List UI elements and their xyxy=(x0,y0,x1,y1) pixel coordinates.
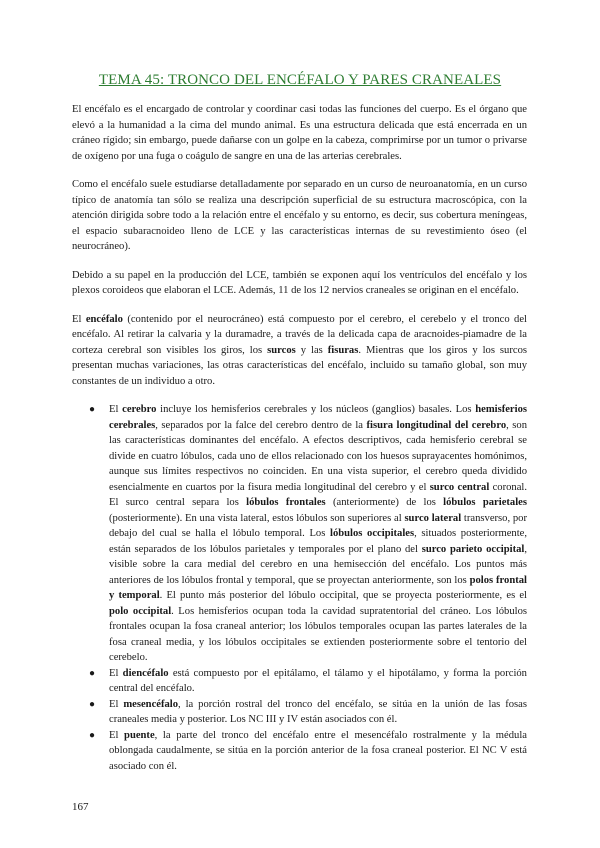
bullet-item xyxy=(72,666,527,697)
bold-term: fisuras xyxy=(327,344,359,356)
bold-term: polos frontal y temporal xyxy=(109,574,527,601)
bold-term: surco parieto occipital xyxy=(421,543,525,555)
text-run: coronal. El surco central separa los xyxy=(109,481,527,508)
text-run: . Mientras que los giros y los surcos presentan muchas variaciones, las otras características del encéfalo, incluido su tamaño global, son muy constantes de un individuo a otro. xyxy=(72,344,527,387)
text-run: , la parte del tronco del encéfalo entre el mesencéfalo rostralmente y la médula oblongada caudalmente, se sitúa en la porción anterior de la fosa craneal posterior. El NC V está asociado con él. xyxy=(109,729,527,772)
text-run: , la porción rostral del tronco del encéfalo, se sitúa en la unión de las fosas craneales media y posterior. Los NC III y IV están asociados con él. xyxy=(109,698,527,725)
text-run: está compuesto por el epitálamo, el tálamo y el hipotálamo, y forma la porción central del encéfalo. xyxy=(109,667,527,694)
text-run: . El punto más posterior del lóbulo occipital, que se proyecta posteriormente, es el xyxy=(159,590,527,601)
bullet-item xyxy=(72,402,527,666)
paragraph-1: El encéfalo es el encargado de controlar y coordinar casi todas las funciones del cuerpo. Es el órgano que elevó a la humanidad a la cima del mundo animal. Es una estructura delicada que está encerrada en un cráneo rígido; sin embargo, puede dañarse con un golpe en la cabeza, comprimirse por un tumor o privarse de oxígeno por una fuga o coágulo de sangre en una de las arterias cerebrales. xyxy=(72,104,527,162)
text-run: , separados por la falce del cerebro dentro de la xyxy=(155,419,367,431)
bold-term: lóbulos parietales xyxy=(443,497,527,508)
bullet-icon: ● xyxy=(89,667,96,679)
bold-term: lóbulos occipitales xyxy=(330,528,415,539)
bullet-icon: ● xyxy=(89,404,96,415)
bullet-icon: ● xyxy=(89,729,96,741)
bullet-item xyxy=(72,728,527,775)
document-body xyxy=(72,102,527,774)
bold-term: hemisferios cerebrales xyxy=(109,404,527,431)
text-run: transverso, por debajo del cual se halla el lóbulo temporal. Los xyxy=(109,512,528,539)
page-title: TEMA 45: TRONCO DEL ENCÉFALO Y PARES CRANEALES xyxy=(98,72,502,88)
bold-term: encéfalo xyxy=(85,313,123,325)
bullet-icon: ● xyxy=(89,698,96,710)
text-run: El xyxy=(109,698,124,710)
paragraph-4 xyxy=(72,312,527,390)
text-run: El xyxy=(109,667,123,679)
bold-term: cerebro xyxy=(122,404,157,415)
text-run: El xyxy=(109,404,123,415)
bold-term: fisura longitudinal del cerebro xyxy=(366,419,507,431)
bullet-list xyxy=(72,402,527,774)
text-run: (posteriormente). En una vista lateral, estos lóbulos son superiores al xyxy=(109,512,405,524)
bold-term: puente xyxy=(124,729,155,741)
bold-term: surco central xyxy=(429,481,490,493)
bold-term: mesencéfalo xyxy=(123,698,179,710)
page-number: 167 xyxy=(72,801,89,813)
paragraph-2: Como el encéfalo suele estudiarse detalladamente por separado en un curso de neuroanatomía, en un curso típico de anatomía tan sólo se realiza una descripción superficial de su estructura macroscópica, con la atención dirigida sobre todo a la relación entre el encéfalo y su entorno, es decir, sus cobertura meníngeas, el espacio subaracnoideo lleno de LCE y las características internas de su revestimiento óseo (el neurocráneo). xyxy=(72,179,527,252)
text-run: y las xyxy=(295,344,328,356)
bold-term: surcos xyxy=(267,344,296,356)
text-run: , son las características dominantes del encéfalo. A efectos descriptivos, cada hemisferio cerebral se divide en cuatro lóbulos, cada uno de ellos relacionado con los huesos suprayacentes homónimos, aunque sus límites respectivos no coinciden. En una vista superior, el cerebro queda dividido esencialmente en cuartos por la fisura media longitudinal del cerebro y el xyxy=(109,419,528,493)
bold-term: diencéfalo xyxy=(122,667,169,679)
bold-term: lóbulos frontales xyxy=(246,497,326,508)
text-run: El xyxy=(109,729,125,741)
paragraph-3: Debido a su papel en la producción del LCE, también se exponen aquí los ventrículos del encéfalo y los plexos coroideos que elaboran el LCE. Además, 11 de los 12 nervios craneales se originan en el encéfalo. xyxy=(72,269,527,296)
bold-term: surco lateral xyxy=(404,512,462,524)
text-run: (contenido por el neurocráneo) está compuesto por el cerebro, el cerebelo y el tronco del encéfalo. Al retirar la calvaria y la duramadre, a través de la delicada capa de aracnoides-piamadre de la corteza cerebral son visibles los giros, los xyxy=(72,313,527,356)
text-run: , situados posteriormente, están separados de los lóbulos parietales y temporales por el plano del xyxy=(109,528,527,555)
text-run: (anteriormente) de los xyxy=(325,497,444,508)
bold-term: polo occipital xyxy=(109,605,172,617)
text-run: . Los hemisferios ocupan toda la cavidad supratentorial del cráneo. Los lóbulos frontales ocupan la fosa craneal anterior; los lóbulos temporales ocupan las partes laterales de la fosa craneal media, y los lóbulos occipitales se extienden posteriormente sobre el tentorio del cerebelo. xyxy=(109,605,528,663)
text-run: El xyxy=(72,313,86,325)
text-run: incluye los hemisferios cerebrales y los núcleos (ganglios) basales. Los xyxy=(156,404,476,415)
bullet-item xyxy=(72,697,527,728)
text-run: , visible sobre la cara medial del cerebro en una hemisección del encéfalo. Los puntos más anteriores de los lóbulos frontal y temporal, que se proyectan anteriormente, son los xyxy=(109,543,527,586)
